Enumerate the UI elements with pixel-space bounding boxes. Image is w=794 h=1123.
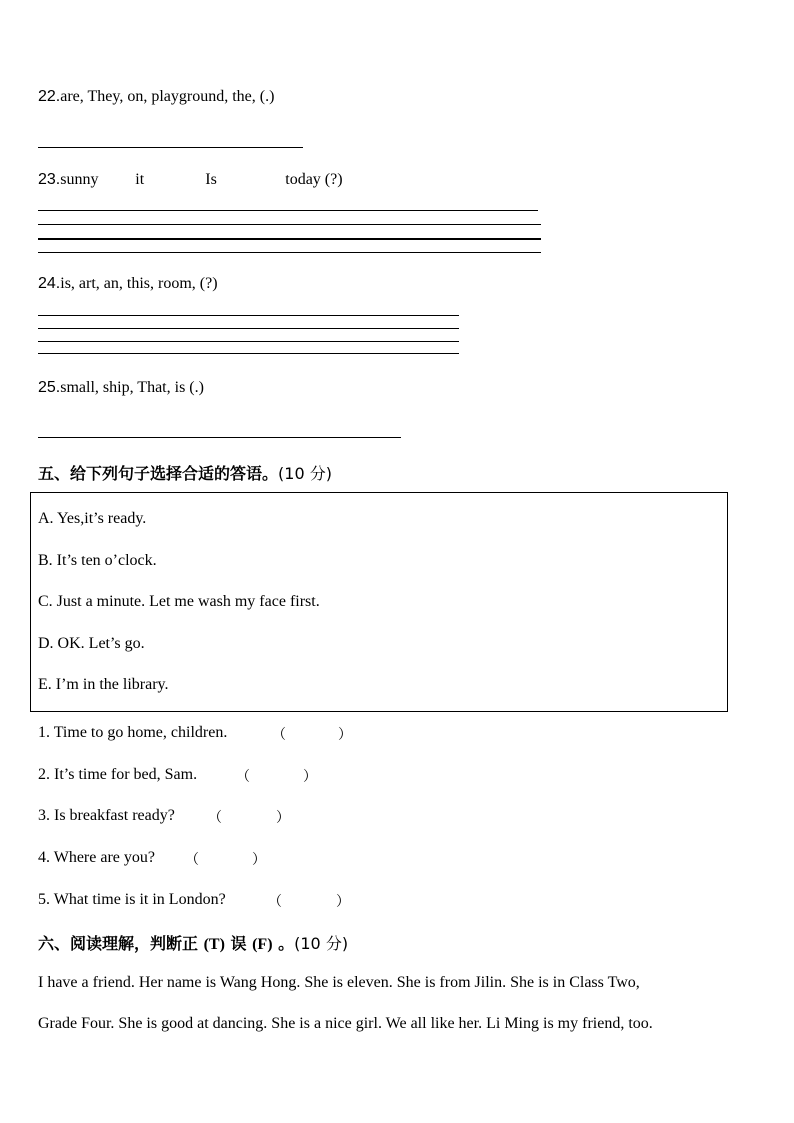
answer-line[interactable] xyxy=(38,437,401,438)
section-title: 五、给下列句子选择合适的答语。 xyxy=(38,464,279,483)
section-title: 六、阅读理解，判断正 xyxy=(38,934,199,953)
question-words: are, They, on, playground, the, (.) xyxy=(60,88,275,105)
answer-paren-close[interactable]: ） xyxy=(338,727,352,743)
answer-line[interactable] xyxy=(38,315,459,316)
question-words: is, art, an, this, room, (?) xyxy=(60,275,218,292)
question-number: 22. xyxy=(38,88,61,105)
false-mark: (F) xyxy=(252,936,273,953)
item-3 xyxy=(38,807,175,825)
answer-line[interactable] xyxy=(38,210,538,211)
answer-line[interactable] xyxy=(38,238,541,240)
item-1 xyxy=(38,724,227,742)
answer-paren-close[interactable]: ） xyxy=(336,894,350,910)
answer-paren-open[interactable]: （ xyxy=(272,727,286,743)
option-c: C. Just a minute. Let me wash my face first. xyxy=(38,593,320,610)
reading-paragraph-line-2: Grade Four. She is good at dancing. She is a nice girl. We all like her. Li Ming is my friend, too. xyxy=(38,1015,653,1032)
item-5 xyxy=(38,891,226,909)
section-title-part: 误 xyxy=(230,934,247,953)
section-6-heading xyxy=(38,931,348,954)
item-text: 5. What time is it in London? xyxy=(38,891,226,908)
answer-line[interactable] xyxy=(38,328,459,329)
question-words: small, ship, That, is (.) xyxy=(60,379,204,396)
question-word: it xyxy=(135,171,145,188)
answer-line[interactable] xyxy=(38,353,459,354)
answer-paren-close[interactable]: ） xyxy=(252,852,266,868)
question-23 xyxy=(38,171,343,189)
answer-line[interactable] xyxy=(38,341,459,342)
item-text: 4. Where are you? xyxy=(38,849,155,866)
item-2 xyxy=(38,766,197,784)
reading-paragraph-line-1: I have a friend. Her name is Wang Hong. She is eleven. She is from Jilin. She is in Class Two, xyxy=(38,974,640,991)
answer-paren-open[interactable]: （ xyxy=(185,852,199,868)
question-24 xyxy=(38,275,218,293)
answer-paren-open[interactable]: （ xyxy=(268,894,282,910)
item-4 xyxy=(38,849,155,867)
question-word: today (?) xyxy=(285,171,343,188)
question-number: 25. xyxy=(38,379,61,396)
answer-paren-close[interactable]: ） xyxy=(303,769,317,785)
item-text: 1. Time to go home, children. xyxy=(38,724,228,741)
answer-line[interactable] xyxy=(38,147,303,148)
section-points: (10 分) xyxy=(278,464,332,483)
question-word: sunny xyxy=(60,171,99,188)
item-text: 3. Is breakfast ready? xyxy=(38,807,175,824)
item-text: 2. It’s time for bed, Sam. xyxy=(38,766,198,783)
question-22 xyxy=(38,88,274,106)
question-number: 23. xyxy=(38,171,61,188)
answer-paren-close[interactable]: ） xyxy=(276,810,290,826)
question-number: 24. xyxy=(38,275,61,292)
section-5-heading xyxy=(38,461,332,484)
option-d: D. OK. Let’s go. xyxy=(38,635,145,652)
true-mark: (T) xyxy=(203,936,225,953)
answer-line[interactable] xyxy=(38,224,541,225)
option-b: B. It’s ten o’clock. xyxy=(38,552,157,569)
question-25 xyxy=(38,379,204,397)
option-e: E. I’m in the library. xyxy=(38,676,169,693)
answer-paren-open[interactable]: （ xyxy=(236,769,250,785)
question-word: Is xyxy=(205,171,217,188)
section-points: (10 分) xyxy=(294,934,349,953)
answer-paren-open[interactable]: （ xyxy=(208,810,222,826)
section-title-part: 。 xyxy=(278,934,295,953)
option-a: A. Yes,it’s ready. xyxy=(38,510,147,527)
answer-line[interactable] xyxy=(38,252,541,253)
